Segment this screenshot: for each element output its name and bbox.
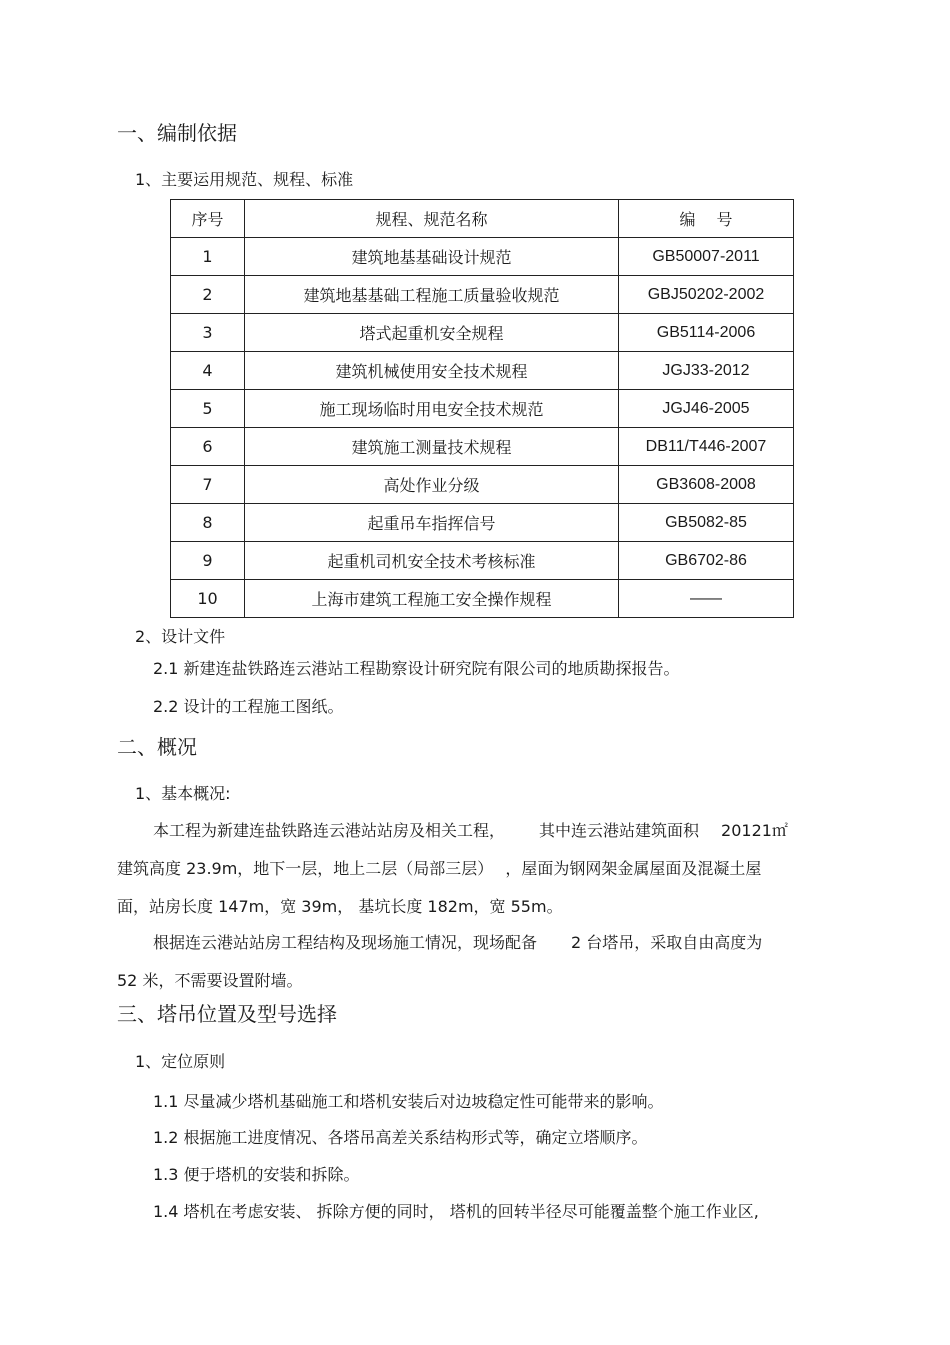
- overview-line-1-part-a: 本工程为新建连盐铁路连云港站站房及相关工程，: [153, 821, 506, 840]
- overview-line-4: [153, 933, 762, 953]
- cell-seq: 2: [171, 276, 245, 314]
- table-row: [171, 466, 794, 504]
- subsection-3-1-title: 1、定位原则: [135, 1052, 226, 1071]
- section-2-title: 二、概况: [117, 735, 197, 759]
- cell-name: 建筑地基基础设计规范: [245, 238, 619, 276]
- cell-seq: 8: [171, 504, 245, 542]
- cell-name: 建筑地基基础工程施工质量验收规范: [245, 276, 619, 314]
- cell-code: JGJ33-2012: [619, 352, 794, 390]
- overview-line-2-part-b: ，屋面为钢网架金属屋面及混凝土屋: [505, 859, 762, 878]
- cell-name: 塔式起重机安全规程: [245, 314, 619, 352]
- table-row: [171, 428, 794, 466]
- table-row: [171, 238, 794, 276]
- overview-line-5: 52 米，不需要设置附墙。: [117, 971, 303, 990]
- overview-line-1-part-b: 其中连云港站建筑面积: [539, 821, 700, 840]
- subsection-2-1-title: 1、基本概况:: [135, 784, 231, 803]
- overview-line-2-part-a: 建筑高度 23.9m，地下一层，地上二层（局部三层）: [117, 859, 494, 878]
- header-code: 编 号: [619, 200, 794, 238]
- table-row: [171, 504, 794, 542]
- cell-seq: 5: [171, 390, 245, 428]
- table-row: [171, 580, 794, 618]
- cell-name: 建筑施工测量技术规程: [245, 428, 619, 466]
- cell-seq: 3: [171, 314, 245, 352]
- table-row: [171, 276, 794, 314]
- header-seq: 序号: [171, 200, 245, 238]
- table-row: [171, 542, 794, 580]
- cell-name: 施工现场临时用电安全技术规范: [245, 390, 619, 428]
- overview-line-4-part-a: 根据连云港站站房工程结构及现场施工情况，现场配备: [153, 933, 538, 952]
- cell-code: GBJ50202-2002: [619, 276, 794, 314]
- paragraph-1-2: 1.2 根据施工进度情况、各塔吊高差关系结构形式等，确定立塔顺序。: [153, 1128, 648, 1147]
- cell-seq: 10: [171, 580, 245, 618]
- paragraph-2-1: 2.1 新建连盐铁路连云港站工程勘察设计研究院有限公司的地质勘探报告。: [153, 659, 680, 678]
- cell-code: GB5114-2006: [619, 314, 794, 352]
- cell-code: GB6702-86: [619, 542, 794, 580]
- overview-line-3: 面，站房长度 147m，宽 39m， 基坑长度 182m，宽 55m。: [117, 897, 563, 916]
- cell-seq: 7: [171, 466, 245, 504]
- table-row: [171, 314, 794, 352]
- table-row: [171, 390, 794, 428]
- header-name: 规程、规范名称: [245, 200, 619, 238]
- paragraph-1-3: 1.3 便于塔机的安装和拆除。: [153, 1165, 360, 1184]
- paragraph-1-4: 1.4 塔机在考虑安装、 拆除方便的同时， 塔机的回转半径尽可能覆盖整个施工作业区,: [153, 1202, 759, 1221]
- cell-name: 建筑机械使用安全技术规程: [245, 352, 619, 390]
- cell-name: 起重机司机安全技术考核标准: [245, 542, 619, 580]
- cell-code: GB3608-2008: [619, 466, 794, 504]
- paragraph-1-1: 1.1 尽量减少塔机基础施工和塔机安装后对边坡稳定性可能带来的影响。: [153, 1092, 664, 1111]
- subsection-1-1-title: 1、主要运用规范、规程、标准: [135, 170, 354, 189]
- subsection-1-2-title: 2、设计文件: [135, 627, 226, 646]
- cell-name: 高处作业分级: [245, 466, 619, 504]
- cell-name: 上海市建筑工程施工安全操作规程: [245, 580, 619, 618]
- standards-table: [170, 199, 794, 618]
- cell-code: ——: [619, 580, 794, 618]
- overview-line-1: [153, 821, 788, 841]
- paragraph-2-2: 2.2 设计的工程施工图纸。: [153, 697, 344, 716]
- cell-code: GB50007-2011: [619, 238, 794, 276]
- cell-seq: 4: [171, 352, 245, 390]
- section-1-title: 一、编制依据: [117, 121, 237, 145]
- cell-code: GB5082-85: [619, 504, 794, 542]
- cell-code: JGJ46-2005: [619, 390, 794, 428]
- section-3-title: 三、塔吊位置及型号选择: [117, 1002, 337, 1026]
- table-row: [171, 352, 794, 390]
- cell-seq: 6: [171, 428, 245, 466]
- overview-line-4-part-b: 2 台塔吊，采取自由高度为: [571, 933, 763, 952]
- overview-area-value: 20121㎡: [721, 821, 788, 840]
- cell-name: 起重吊车指挥信号: [245, 504, 619, 542]
- cell-seq: 9: [171, 542, 245, 580]
- overview-line-2: [117, 859, 761, 879]
- cell-code: DB11/T446-2007: [619, 428, 794, 466]
- cell-seq: 1: [171, 238, 245, 276]
- table-header-row: [171, 200, 794, 238]
